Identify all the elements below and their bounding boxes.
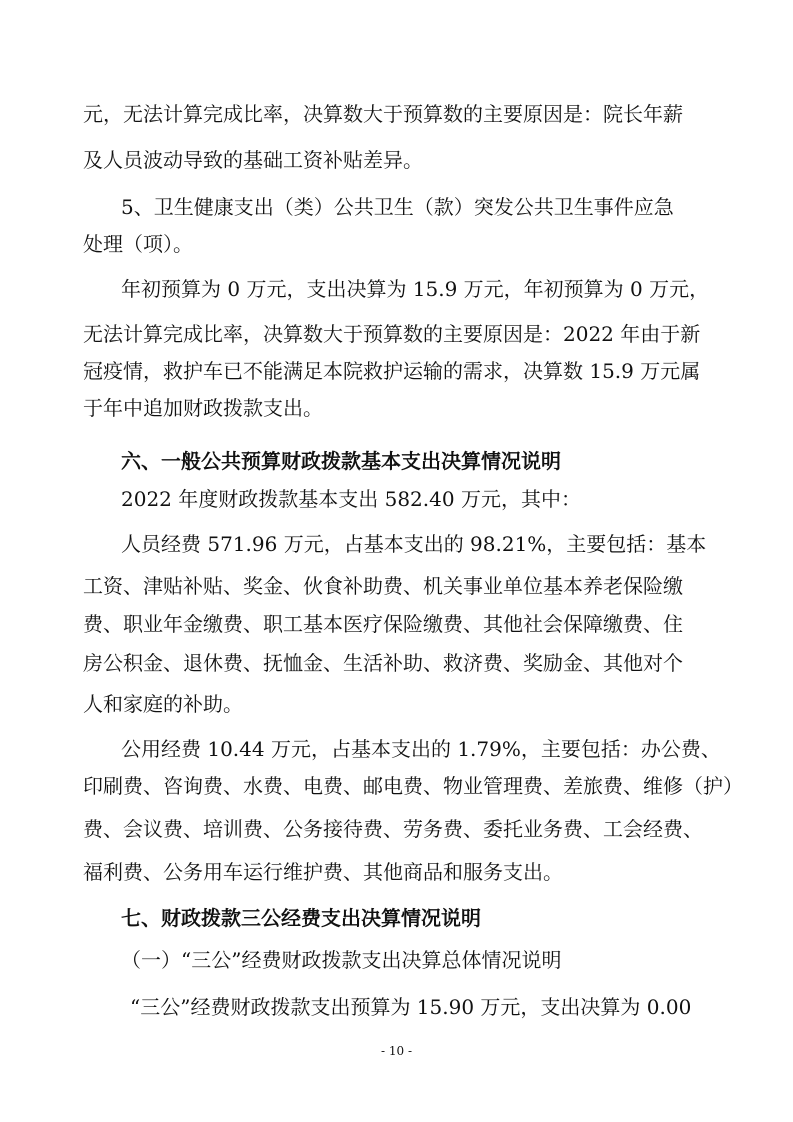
text-line: 冠疫情，救护车已不能满足本院救护运输的需求，决算数 15.9 万元属 bbox=[83, 359, 701, 383]
text-line: 处理（项）。 bbox=[83, 232, 193, 256]
page-number: - 10 - bbox=[380, 1044, 412, 1058]
text-line: 费、会议费、培训费、公务接待费、劳务费、委托业务费、工会经费、 bbox=[83, 817, 703, 841]
text-line: 于年中追加财政拨款支出。 bbox=[83, 396, 323, 420]
text-line: 2022 年度财政拨款基本支出 582.40 万元，其中： bbox=[121, 487, 581, 511]
text-line: 5、卫生健康支出（类）公共卫生（款）突发公共卫生事件应急 bbox=[121, 195, 674, 219]
text-line: 无法计算完成比率，决算数大于预算数的主要原因是：2022 年由于新 bbox=[83, 322, 701, 346]
text-line: 公用经费 10.44 万元，占基本支出的 1.79%，主要包括：办公费、 bbox=[121, 737, 721, 761]
text-line: 房公积金、退休费、抚恤金、生活补助、救济费、奖励金、其他对个 bbox=[83, 651, 683, 675]
text-line: 人员经费 571.96 万元，占基本支出的 98.21%，主要包括：基本 bbox=[121, 532, 707, 556]
text-line: 人和家庭的补助。 bbox=[83, 692, 243, 716]
text-line: 费、职业年金缴费、职工基本医疗保险缴费、其他社会保障缴费、住 bbox=[83, 612, 683, 636]
section-heading: 六、一般公共预算财政拨款基本支出决算情况说明 bbox=[121, 449, 561, 473]
text-line: 元，无法计算完成比率，决算数大于预算数的主要原因是：院长年薪 bbox=[83, 102, 683, 126]
text-line: 年初预算为 0 万元，支出决算为 15.9 万元，年初预算为 0 万元， bbox=[121, 277, 710, 301]
text-line: “三公”经费财政拨款支出预算为 15.90 万元，支出决算为 0.00 bbox=[130, 995, 692, 1019]
text-line: 印刷费、咨询费、水费、电费、邮电费、物业管理费、差旅费、维修（护） bbox=[83, 774, 743, 798]
text-line: 及人员波动导致的基础工资补贴差异。 bbox=[83, 148, 423, 172]
section-heading: 七、财政拨款三公经费支出决算情况说明 bbox=[121, 906, 481, 930]
subsection-heading: （一）“三公”经费财政拨款支出决算总体情况说明 bbox=[121, 948, 562, 972]
text-line: 工资、津贴补贴、奖金、伙食补助费、机关事业单位基本养老保险缴 bbox=[83, 574, 683, 598]
text-line: 福利费、公务用车运行维护费、其他商品和服务支出。 bbox=[83, 860, 563, 884]
